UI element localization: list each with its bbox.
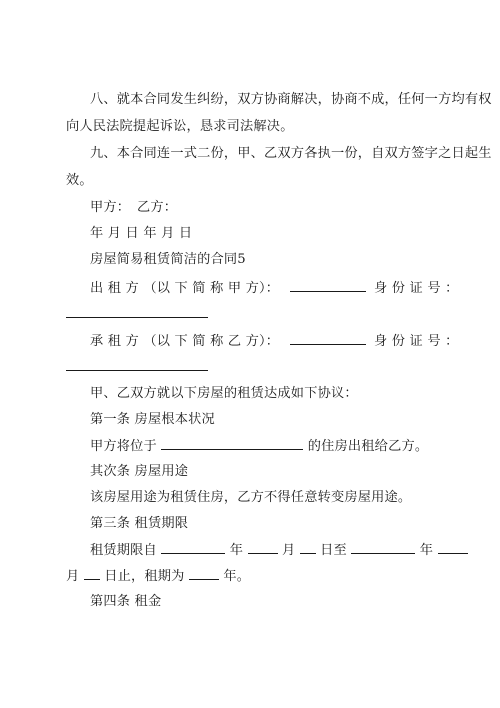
article-1-prefix: 甲方将位于 [90, 439, 157, 454]
lessee-row [90, 332, 459, 351]
article-3-title: 第三条 租赁期限 [90, 516, 189, 531]
term-start-month-blank [248, 541, 278, 554]
term-years-blank [189, 567, 219, 580]
lessor-id-blank [66, 305, 208, 318]
lessor-name-blank [290, 279, 366, 292]
article-2-body: 该房屋用途为租赁住房，乙方不得任意转变房屋用途。 [90, 490, 412, 505]
clause-9-line-2: 效。 [66, 173, 93, 188]
term-end-year-blank [351, 541, 415, 554]
term-day-to: 日至 [320, 543, 347, 558]
lessee-id-row [66, 358, 208, 377]
agreement-intro: 甲、乙双方就以下房屋的租赁达成如下协议： [90, 386, 358, 401]
term-start-day-blank [300, 541, 316, 554]
article-4-title: 第四条 租金 [90, 594, 162, 609]
term-year-2: 年 [419, 543, 434, 558]
contract-title: 房屋简易租赁简洁的合同5 [90, 252, 246, 267]
clause-9-line-1: 九、本合同连一式二份，甲、乙双方各执一份，自双方签字之日起生 [90, 146, 492, 161]
term-end-month-blank [438, 541, 468, 554]
lessee-label: 承 租 方 （以 下 简 称 乙 方）： [90, 334, 280, 349]
lessor-id-label: 身 份 证 号 ： [374, 281, 459, 296]
term-line-2-end: 年。 [223, 569, 251, 584]
clause-8-line-1: 八、就本合同发生纠纷，双方协商解决，协商不成，任何一方均有权 [90, 92, 492, 107]
term-line-1 [90, 541, 468, 560]
lessor-row [90, 279, 459, 298]
article-2-title: 其次条 房屋用途 [90, 464, 189, 479]
house-location-blank [161, 437, 303, 450]
term-year-1: 年 [229, 543, 244, 558]
term-end-day-blank [84, 567, 100, 580]
lessee-id-blank [66, 358, 208, 371]
lessor-id-row [66, 305, 208, 324]
term-line-2 [66, 567, 250, 586]
signature-line: 甲方： 乙方： [90, 200, 178, 215]
term-prefix: 租赁期限自 [90, 543, 157, 558]
article-1-body [90, 437, 428, 456]
lessee-id-label: 身 份 证 号 ： [374, 334, 459, 349]
date-line: 年 月 日 年 月 日 [90, 226, 193, 241]
term-month-1: 月 [281, 543, 296, 558]
clause-8-line-2: 向人民法院提起诉讼，恳求司法解决。 [66, 119, 294, 134]
lessor-label: 出 租 方 （以 下 简 称 甲 方）： [90, 281, 280, 296]
term-start-year-blank [161, 541, 225, 554]
lessee-name-blank [290, 332, 366, 345]
term-line-2-month: 月 [66, 569, 80, 584]
article-1-title: 第一条 房屋根本状况 [90, 412, 215, 427]
term-line-2-mid: 日止，租期为 [104, 569, 185, 584]
article-1-suffix: 的住房出租给乙方。 [307, 439, 429, 454]
